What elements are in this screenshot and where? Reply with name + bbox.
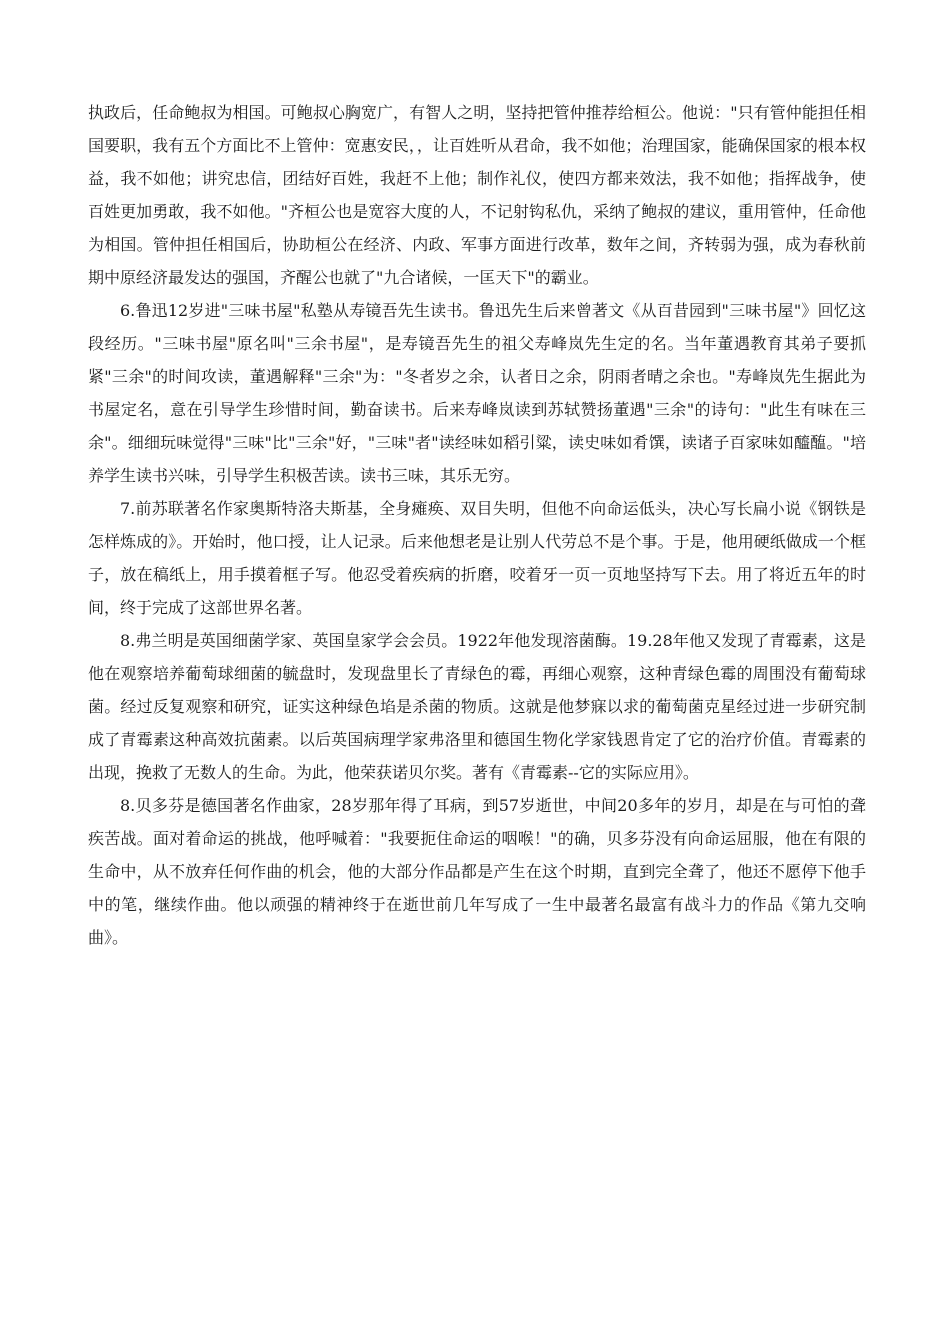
paragraph-ostrovsky: 7.前苏联著名作家奥斯特洛夫斯基，全身瘫痪、双目失明，但他不向命运低头，决心写长扁小说《钢铁是怎样炼成的》。开始时，他口授，让人记录。后来他想老是让别人代劳总不是个事。于是，他用硬纸做成一个框子，放在稿纸上，用手摸着框子写。他忍受着疾病的折磨，咬着牙一页一页地坚持写下去。用了将近五年的时间，终于完成了这部世界名著。 (88, 499, 866, 617)
paragraph-luxun: 6.鲁迅12岁进"三味书屋"私塾从寿镜吾先生读书。鲁迅先生后来曾著文《从百昔园到"三味书屋"》回忆这段经历。"三味书屋"原名叫"三余书屋"，是寿镜吾先生的祖父寿峰岚先生定的名。当年董遇教育其弟子要抓紧"三余"的时间攻读，董遇解释"三余"为："冬者岁之余，认者日之余，阴雨者晴之余也。"寿峰岚先生据此为书屋定名，意在引导学生珍惜时间，勤奋读书。后来寿峰岚读到苏轼赞扬董遇"三余"的诗句："此生有味在三余"。细细玩味觉得"三味"比"三余"好，"三味"者"读经味如稻引粱，读史味如肴馔，读诸子百家味如醯醢。"培养学生读书兴味，引导学生积极苦读。读书三味，其乐无穷。 (88, 301, 866, 485)
paragraph-fleming: 8.弗兰明是英国细菌学家、英国皇家学会会员。1922年他发现溶菌酶。19.28年他又发现了青霉素，这是他在观察培养葡萄球细菌的毓盘时，发现盘里长了青绿色的霉，再细心观察，这种青绿色霉的周围没有葡萄球菌。经过反复观察和研究，证实这种绿色埳是杀菌的物质。这就是他梦寐以求的葡萄菌克星经过进一步研究制成了青霉素这种高效抗菌素。以后英国病理学家弗洛里和德国生物化学家钱恩肯定了它的治疗价值。青霉素的出现，挽救了无数人的生命。为此，他荣获诺贝尔奖。著有《青霉素--它的实际应用》。 (88, 631, 866, 782)
paragraph-beethoven: 8.贝多芬是德国著名作曲家，28岁那年得了耳病，到57岁逝世，中间20多年的岁月，却是在与可怕的聋疾苦战。面对着命运的挑战，他呼喊着："我要扼住命运的咽喉！"的确，贝多芬没有向命运屈服，他在有限的生命中，从不放弃任何作曲的机会，他的大部分作品都是产生在这个时期，直到完全聋了，他还不愿停下他手中的笔，继续作曲。他以顽强的精神终于在逝世前几年写成了一生中最著名最富有战斗力的作品《第九交响曲》。 (88, 796, 866, 947)
paragraph-guanzhong: 执政后，任命鲍叔为相国。可鲍叔心胸宽广，有智人之明，坚持把管仲推荐给桓公。他说："只有管仲能担任相国要职，我有五个方面比不上管仲：宽惠安民，，让百姓听从君命，我不如他；治理国家，能确保国家的根本权益，我不如他；讲究忠信，团结好百姓，我赶不上他；制作礼仪，使四方都来效法，我不如他；指挥战争，使百姓更加勇敢，我不如他。"齐桓公也是宽容大度的人，不记射钩私仇，采纳了鲍叔的建议，重用管仲，任命他为相国。管仲担任相国后，协助桓公在经济、内政、军事方面进行改革，数年之间，齐转弱为强，成为春秋前期中原经济最发达的强国，齐醒公也就了"九合诸候，一匡天下"的霸业。 (88, 103, 866, 287)
document-body (88, 96, 866, 954)
